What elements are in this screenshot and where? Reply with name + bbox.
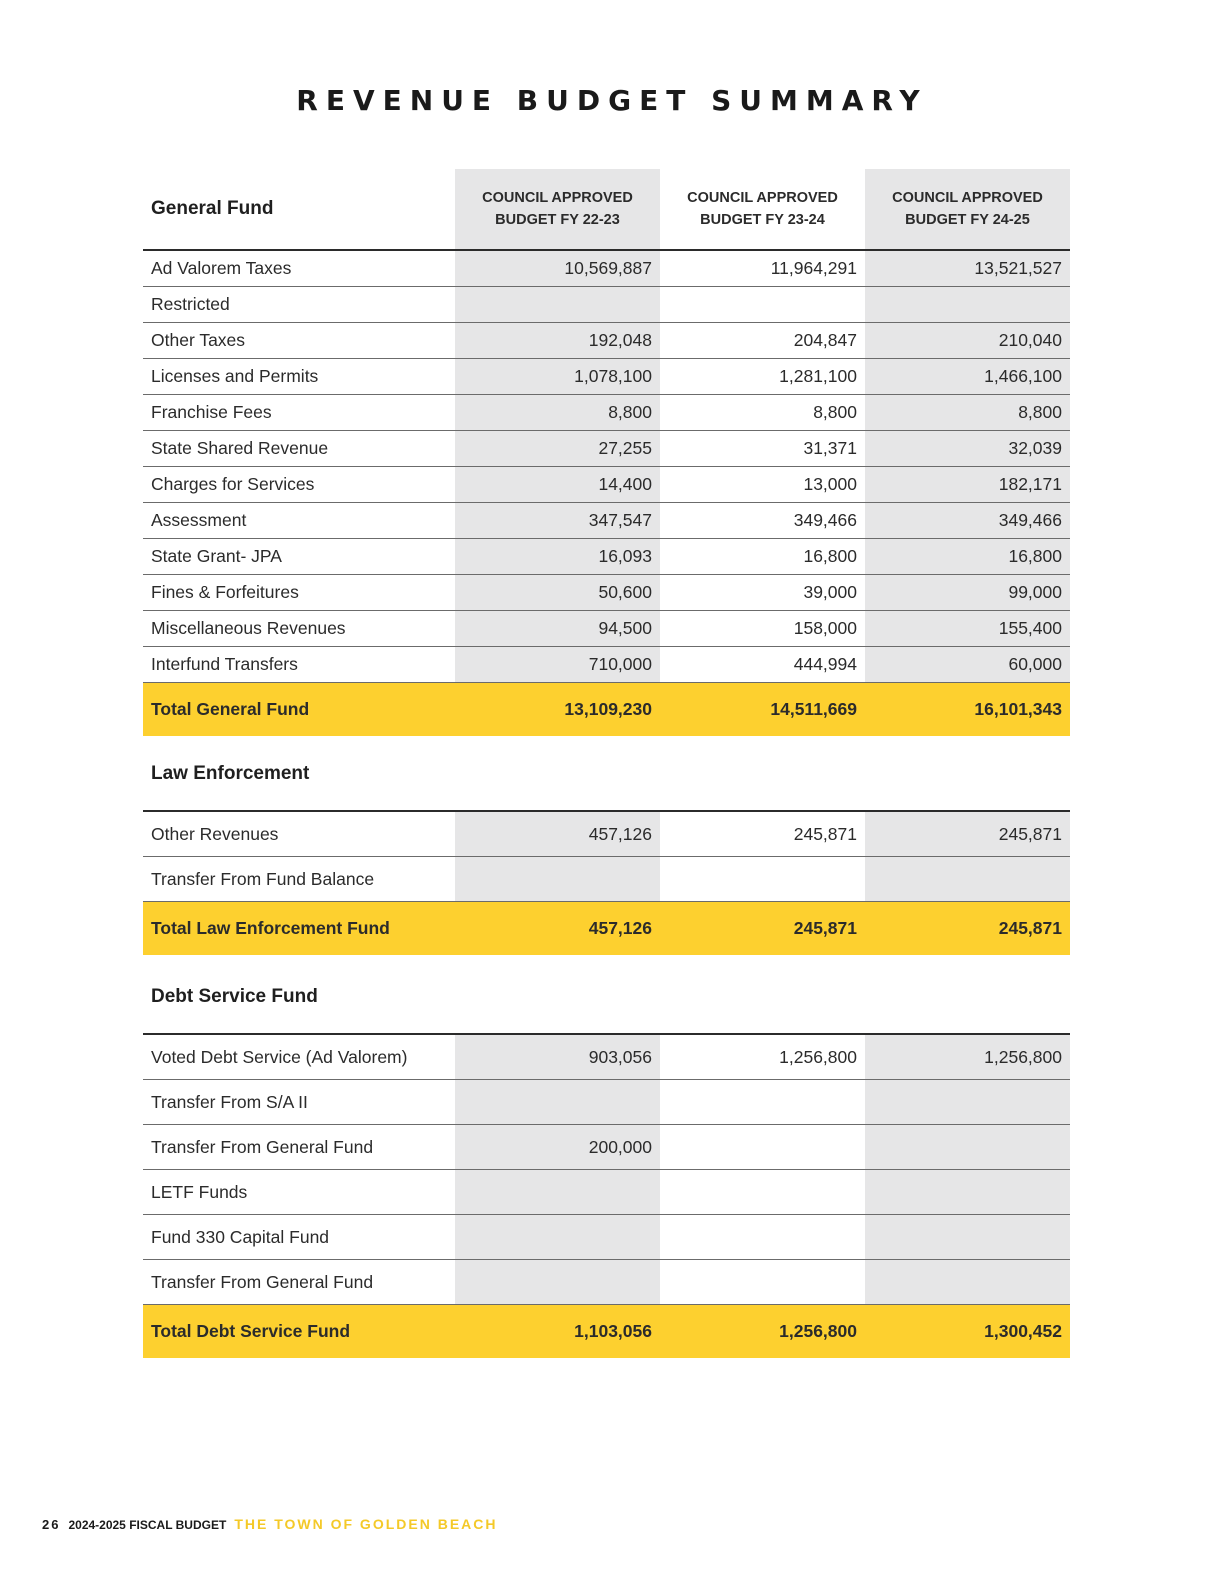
value-fy23-24: 1,256,800	[779, 1046, 857, 1067]
table-row	[143, 1080, 1070, 1125]
row-label: Assessment	[151, 510, 247, 530]
value-fy23-24: 13,000	[803, 474, 857, 494]
town-label: THE TOWN OF GOLDEN BEACH	[234, 1516, 498, 1532]
value-fy23-24	[660, 1080, 865, 1124]
row-label: Miscellaneous Revenues	[151, 618, 346, 638]
total-fy24-25: 16,101,343	[974, 699, 1062, 719]
row-label: Licenses and Permits	[151, 366, 319, 386]
value-fy22-23: 200,000	[455, 1125, 660, 1169]
value-fy23-24	[660, 287, 865, 322]
row-label: Other Revenues	[151, 823, 279, 844]
value-fy24-25: 99,000	[865, 575, 1070, 610]
total-label: Total Law Enforcement Fund	[151, 918, 390, 938]
value-fy22-23: 8,800	[455, 395, 660, 430]
value-fy24-25	[865, 1080, 1070, 1124]
value-fy24-25: 349,466	[865, 503, 1070, 538]
total-fy23-24: 1,256,800	[779, 1321, 857, 1341]
law-enforcement-title: Law Enforcement	[151, 763, 310, 784]
value-fy23-24	[660, 1170, 865, 1214]
column-header-fy22-23: COUNCIL APPROVED BUDGET FY 22-23	[455, 169, 660, 249]
page-number: 26	[42, 1517, 61, 1532]
general-fund-rows	[143, 251, 1070, 683]
value-fy22-23: 347,547	[455, 503, 660, 538]
column-header-fy24-25: COUNCIL APPROVED BUDGET FY 24-25	[865, 169, 1070, 249]
value-fy23-24	[660, 857, 865, 901]
value-fy23-24	[660, 1260, 865, 1304]
value-fy24-25: 32,039	[865, 431, 1070, 466]
fiscal-budget-label: 2024-2025 FISCAL BUDGET	[68, 1518, 227, 1532]
table-row	[143, 395, 1070, 431]
table-row	[143, 1125, 1070, 1170]
value-fy23-24	[660, 1215, 865, 1259]
row-label: Transfer From General Fund	[151, 1271, 374, 1292]
value-fy23-24: 204,847	[793, 330, 857, 350]
value-fy22-23: 192,048	[455, 323, 660, 358]
row-label: Charges for Services	[151, 474, 315, 494]
general-fund-table	[143, 169, 1070, 736]
value-fy24-25	[865, 1125, 1070, 1169]
value-fy22-23: 10,569,887	[455, 251, 660, 286]
value-fy24-25	[865, 1215, 1070, 1259]
law-enforcement-header	[143, 731, 1070, 812]
row-label: Voted Debt Service (Ad Valorem)	[151, 1046, 408, 1067]
value-fy23-24: 158,000	[793, 618, 857, 638]
row-label: Ad Valorem Taxes	[151, 258, 292, 278]
value-fy23-24: 349,466	[793, 510, 857, 530]
value-fy24-25: 16,800	[865, 539, 1070, 574]
value-fy22-23: 710,000	[455, 647, 660, 682]
total-general-fund-row	[143, 683, 1070, 736]
value-fy23-24: 444,994	[793, 654, 857, 674]
total-debt-service-row	[143, 1305, 1070, 1358]
value-fy22-23	[455, 1260, 660, 1304]
table-row	[143, 359, 1070, 395]
value-fy23-24: 8,800	[813, 402, 857, 422]
row-label: Transfer From S/A II	[151, 1091, 308, 1112]
row-label: Fund 330 Capital Fund	[151, 1226, 330, 1247]
total-fy23-24: 245,871	[793, 918, 857, 938]
value-fy23-24: 245,871	[793, 823, 857, 844]
value-fy23-24: 16,800	[803, 546, 857, 566]
value-fy24-25	[865, 287, 1070, 322]
value-fy24-25	[865, 1260, 1070, 1304]
table-row	[143, 503, 1070, 539]
table-row	[143, 467, 1070, 503]
row-label: Franchise Fees	[151, 402, 272, 422]
value-fy22-23: 94,500	[455, 611, 660, 646]
row-label: LETF Funds	[151, 1181, 248, 1202]
page-footer	[42, 1516, 498, 1532]
row-label: Restricted	[151, 294, 230, 314]
table-row	[143, 575, 1070, 611]
total-fy23-24: 14,511,669	[770, 699, 857, 719]
general-fund-header	[143, 169, 1070, 251]
row-label: Interfund Transfers	[151, 654, 298, 674]
value-fy24-25: 155,400	[865, 611, 1070, 646]
value-fy22-23: 50,600	[455, 575, 660, 610]
table-row	[143, 1035, 1070, 1080]
value-fy22-23: 27,255	[455, 431, 660, 466]
value-fy24-25	[865, 857, 1070, 901]
table-row	[143, 812, 1070, 857]
total-fy24-25: 245,871	[998, 918, 1062, 938]
value-fy23-24	[660, 1125, 865, 1169]
total-fy24-25: 1,300,452	[984, 1321, 1062, 1341]
value-fy24-25: 245,871	[865, 812, 1070, 856]
row-label: Transfer From Fund Balance	[151, 868, 375, 889]
table-row	[143, 323, 1070, 359]
table-row	[143, 611, 1070, 647]
value-fy23-24: 31,371	[803, 438, 857, 458]
table-row	[143, 857, 1070, 902]
total-label: Total Debt Service Fund	[151, 1321, 351, 1341]
total-label: Total General Fund	[151, 699, 310, 719]
total-fy22-23: 13,109,230	[564, 699, 652, 719]
debt-service-title: Debt Service Fund	[151, 986, 318, 1007]
general-fund-title: General Fund	[151, 198, 274, 219]
table-row	[143, 287, 1070, 323]
value-fy22-23	[455, 857, 660, 901]
value-fy24-25: 210,040	[865, 323, 1070, 358]
table-row	[143, 251, 1070, 287]
total-fy22-23: 1,103,056	[574, 1321, 652, 1341]
value-fy23-24: 11,964,291	[770, 258, 857, 278]
value-fy24-25	[865, 1170, 1070, 1214]
value-fy24-25: 1,466,100	[865, 359, 1070, 394]
value-fy24-25: 182,171	[865, 467, 1070, 502]
value-fy22-23	[455, 287, 660, 322]
row-label: State Shared Revenue	[151, 438, 329, 458]
debt-service-table	[143, 954, 1070, 1358]
total-fy22-23: 457,126	[588, 918, 652, 938]
table-row	[143, 1215, 1070, 1260]
value-fy22-23: 14,400	[455, 467, 660, 502]
column-header-fy23-24: COUNCIL APPROVED BUDGET FY 23-24	[687, 190, 838, 228]
value-fy22-23	[455, 1170, 660, 1214]
value-fy24-25: 13,521,527	[865, 251, 1070, 286]
value-fy23-24: 39,000	[803, 582, 857, 602]
value-fy22-23	[455, 1215, 660, 1259]
table-row	[143, 647, 1070, 683]
value-fy24-25: 60,000	[865, 647, 1070, 682]
debt-service-header	[143, 954, 1070, 1035]
value-fy22-23: 457,126	[455, 812, 660, 856]
table-row	[143, 539, 1070, 575]
law-enforcement-table	[143, 731, 1070, 955]
value-fy22-23: 1,078,100	[455, 359, 660, 394]
value-fy23-24: 1,281,100	[779, 366, 857, 386]
debt-service-rows	[143, 1035, 1070, 1305]
page-title: REVENUE BUDGET SUMMARY	[296, 84, 928, 117]
row-label: State Grant- JPA	[151, 546, 282, 566]
row-label: Fines & Forfeitures	[151, 582, 299, 602]
table-row	[143, 1170, 1070, 1215]
table-row	[143, 431, 1070, 467]
value-fy22-23	[455, 1080, 660, 1124]
value-fy24-25: 8,800	[865, 395, 1070, 430]
row-label: Other Taxes	[151, 330, 246, 350]
table-row	[143, 1260, 1070, 1305]
value-fy22-23: 903,056	[455, 1035, 660, 1079]
law-enforcement-rows	[143, 812, 1070, 902]
row-label: Transfer From General Fund	[151, 1136, 374, 1157]
value-fy22-23: 16,093	[455, 539, 660, 574]
value-fy24-25: 1,256,800	[865, 1035, 1070, 1079]
total-law-enforcement-row	[143, 902, 1070, 955]
